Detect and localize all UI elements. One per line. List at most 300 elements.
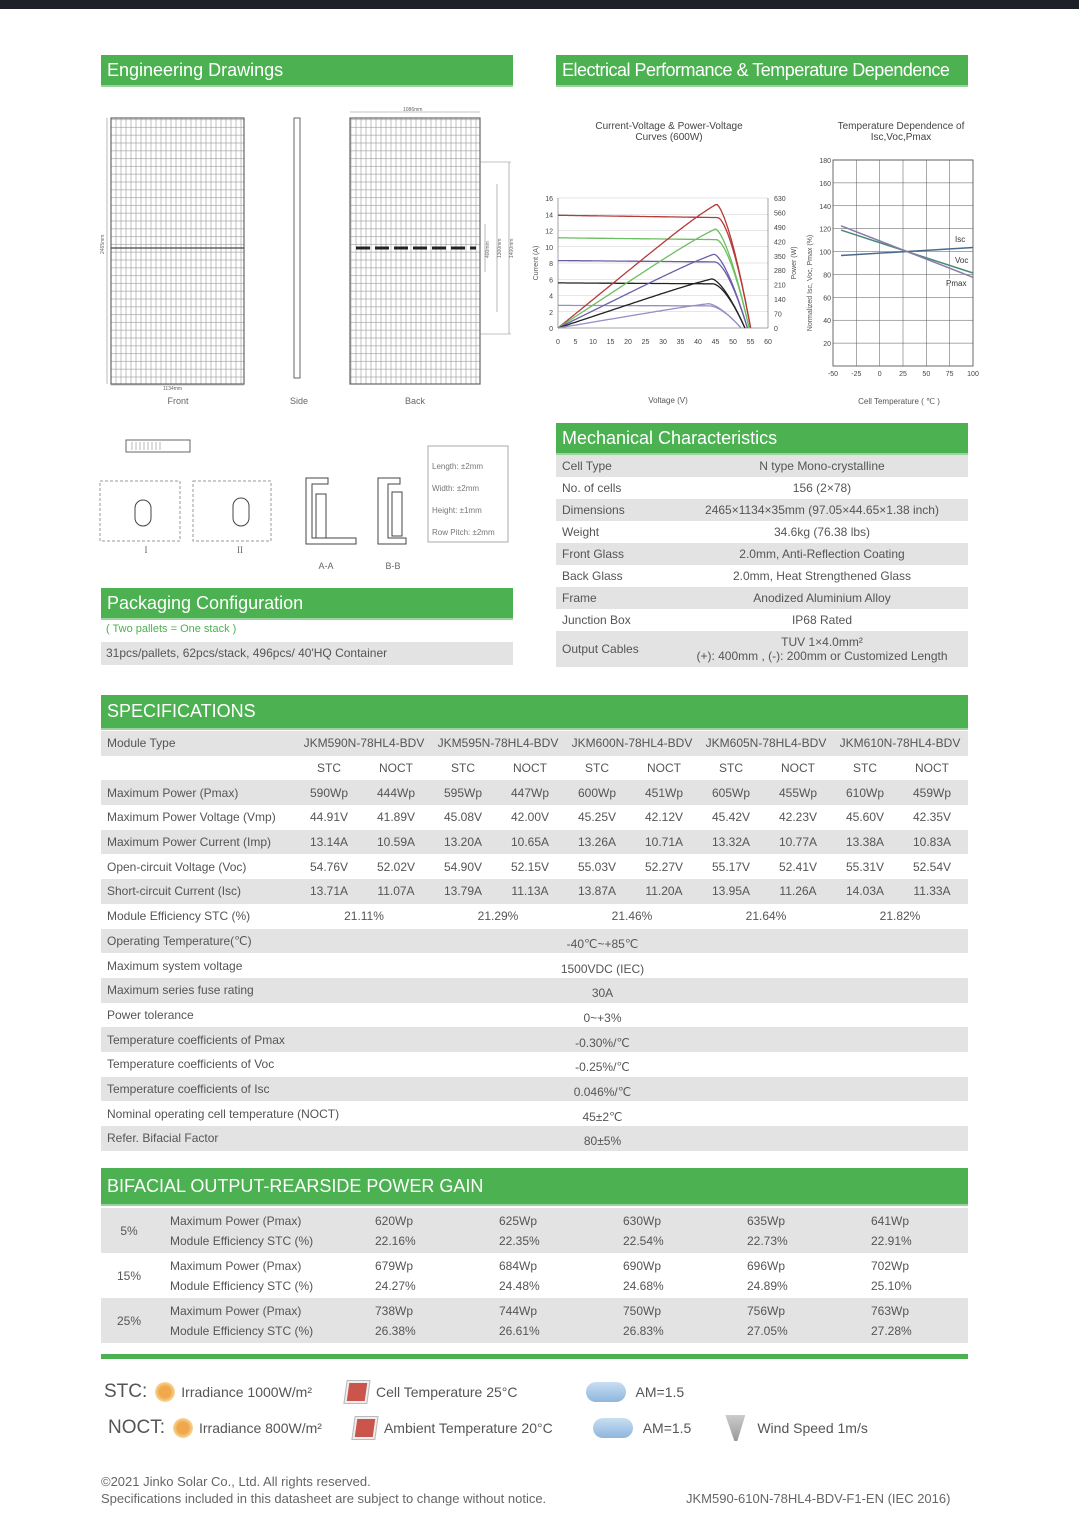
spec-key: Temperature coefficients of Pmax: [107, 1032, 285, 1047]
bifacial-gain: 25%: [116, 1313, 142, 1328]
cloud-icon: [593, 1418, 633, 1438]
bif-eff-value: 24.89%: [747, 1278, 788, 1293]
spec-value: 44.91V: [309, 810, 349, 825]
spec-key: Operating Temperature(℃): [107, 933, 252, 948]
spec-value: 52.54V: [912, 859, 952, 874]
bifacial-group: [101, 1208, 968, 1253]
y2-tick-label: 560: [774, 210, 786, 218]
mech-key: Cell Type: [562, 459, 612, 473]
stc-header: STC: [451, 761, 475, 776]
bifacial-title: BIFACIAL OUTPUT-REARSIDE POWER GAIN: [107, 1175, 484, 1196]
specifications-table: [101, 731, 968, 1151]
bif-power-value: 641Wp: [871, 1213, 910, 1228]
footer-note: Specifications included in this datasheet are subject to change without notice.: [101, 1491, 547, 1506]
bif-eff-value: 26.83%: [623, 1323, 664, 1338]
bif-eff-value: 27.28%: [871, 1323, 912, 1338]
front-panel: [111, 118, 244, 384]
x-tick-label: 25: [641, 339, 650, 346]
footer-doc-id: JKM590-610N-78HL4-BDV-F1-EN (IEC 2016): [686, 1491, 951, 1506]
x-tick-label: 35: [676, 339, 685, 346]
detail-ii-label: II: [237, 545, 243, 555]
electrical-header: [556, 55, 968, 87]
efficiency-value: 21.64%: [745, 909, 787, 924]
series-label: Pmax: [946, 279, 967, 288]
packaging-note: ( Two pallets = One stack ): [106, 623, 237, 635]
mech-row-cables: [556, 631, 968, 667]
mech-key: No. of cells: [562, 481, 622, 495]
bif-eff-value: 24.48%: [499, 1278, 540, 1293]
bifacial-group: [101, 1298, 968, 1343]
efficiency-value: 21.46%: [611, 909, 653, 924]
y-tick-label: 180: [819, 158, 831, 165]
tol-row-pitch: Row Pitch: ±2mm: [432, 528, 495, 537]
temperature-dependence-chart: [800, 152, 985, 410]
y2-tick-label: 280: [774, 268, 786, 276]
x-tick-label: 25: [899, 371, 907, 378]
mech-row: [556, 521, 968, 543]
mech-key: Front Glass: [562, 547, 625, 561]
bif-eff-value: 22.91%: [871, 1233, 912, 1248]
spec-value: 13.26A: [577, 835, 617, 850]
spec-value: 451Wp: [644, 785, 684, 800]
bif-power-value: 738Wp: [375, 1303, 414, 1318]
noct-wind: Wind Speed 1m/s: [757, 1420, 868, 1436]
spec-row: [101, 1101, 968, 1126]
detail-i-label: I: [144, 545, 148, 555]
packaging-title: Packaging Configuration: [107, 592, 304, 613]
efficiency-value: 21.82%: [879, 909, 921, 924]
y2-axis-label: Power (W): [791, 246, 798, 280]
mech-value: 2465×1134×35mm (97.05×44.65×1.38 inch): [705, 503, 939, 517]
spec-value: 45.42V: [711, 810, 751, 825]
engineering-title: Engineering Drawings: [107, 59, 284, 80]
dim-width: 1134mm: [163, 386, 183, 392]
footer-copyright: ©2021 Jinko Solar Co., Ltd. All rights reserved.: [101, 1474, 371, 1489]
y2-tick-label: 210: [774, 282, 786, 290]
y-tick-label: 40: [823, 318, 831, 326]
spec-value: 45±2℃: [582, 1109, 623, 1124]
pv-curve: [558, 279, 745, 328]
x-tick-label: -50: [827, 371, 839, 378]
y2-tick-label: 420: [774, 239, 786, 247]
sun-icon: [173, 1418, 193, 1438]
x-tick-label: 50: [729, 339, 737, 346]
y2-tick-label: 490: [774, 224, 786, 232]
spec-key: Short-circuit Current (Isc): [107, 884, 242, 899]
spec-value: 55.17V: [711, 859, 751, 874]
bif-eff-value: 22.73%: [747, 1233, 788, 1248]
x-tick-label: 100: [967, 371, 979, 378]
mech-value: 156 (2×78): [792, 481, 852, 495]
x-tick-label: -25: [851, 371, 862, 378]
spec-value: 13.32A: [711, 835, 751, 850]
spec-row: [101, 978, 968, 1003]
spec-value: 42.35V: [912, 810, 952, 825]
spec-row: [101, 929, 968, 954]
spec-row: [101, 1027, 968, 1052]
spec-row: [101, 1126, 968, 1151]
mech-key: Junction Box: [562, 613, 631, 627]
noct-irradiance: Irradiance 800W/m²: [199, 1420, 322, 1436]
spec-key: Maximum system voltage: [107, 958, 243, 973]
cloud-icon: [586, 1382, 626, 1402]
electrical-title: Electrical Performance & Temperature Dependence: [562, 59, 950, 80]
spec-value: 11.20A: [645, 884, 683, 899]
tol-width: Width: ±2mm: [432, 484, 480, 493]
iv-curve: [558, 305, 741, 328]
pv-curve: [558, 304, 741, 328]
spec-value: -0.25%/℃: [575, 1060, 630, 1075]
back-label: Back: [404, 396, 425, 406]
bif-power-value: 756Wp: [747, 1303, 786, 1318]
mech-value: 2.0mm, Heat Strengthened Glass: [732, 569, 912, 583]
spec-value: 444Wp: [376, 785, 416, 800]
spec-key: Module Type: [107, 736, 176, 751]
noct-header: NOCT: [379, 761, 413, 776]
mech-row: [556, 477, 968, 499]
dim-400: 400mm: [485, 241, 491, 258]
spec-value: 590Wp: [309, 785, 349, 800]
mech-key: Back Glass: [562, 569, 623, 583]
spec-value: 52.27V: [644, 859, 684, 874]
x-tick-label: 45: [711, 339, 720, 346]
bif-eff-value: 24.27%: [375, 1278, 416, 1293]
spec-value: 52.15V: [510, 859, 550, 874]
spec-value: 30A: [591, 986, 614, 1001]
model-name: JKM595N-78HL4-BDV: [437, 736, 559, 751]
spec-value: 10.83A: [912, 835, 952, 850]
spec-value: 11.26A: [779, 884, 817, 899]
spec-value: 45.25V: [577, 810, 617, 825]
bif-power-value: 679Wp: [375, 1258, 414, 1273]
y-tick-label: 0: [549, 326, 553, 333]
x-tick-label: 20: [624, 339, 632, 346]
y-axis-label: Current (A): [533, 245, 540, 281]
thermometer-icon: [352, 1417, 377, 1439]
mech-key: Weight: [562, 525, 600, 539]
y-tick-label: 2: [549, 309, 553, 317]
stc-label: STC:: [104, 1381, 148, 1402]
spec-value: 13.71A: [309, 884, 349, 899]
spec-key: Temperature coefficients of Isc: [107, 1081, 270, 1096]
x-tick-label: 0: [556, 339, 560, 346]
y-axis-label: Normalized Isc, Voc, Pmax (%): [807, 234, 814, 332]
spec-value: 45.08V: [443, 810, 483, 825]
spec-row-conditions: [101, 756, 968, 781]
bif-eff-label: Module Efficiency STC (%): [170, 1278, 314, 1293]
bif-power-label: Maximum Power (Pmax): [170, 1303, 302, 1318]
bif-power-value: 690Wp: [623, 1258, 662, 1273]
series-label: Voc: [955, 256, 969, 265]
spec-value: 41.89V: [376, 810, 416, 825]
mech-value: IP68 Rated: [791, 613, 853, 627]
spec-value: 13.79A: [443, 884, 483, 899]
model-name: JKM600N-78HL4-BDV: [571, 736, 693, 751]
spec-key: Nominal operating cell temperature (NOCT): [107, 1106, 340, 1121]
y-tick-label: 16: [545, 196, 553, 203]
spec-value: 0~+3%: [583, 1010, 622, 1025]
spec-value: 11.13A: [511, 884, 549, 899]
spec-key: Open-circuit Voltage (Voc): [107, 859, 247, 874]
green-divider: [101, 1354, 968, 1359]
mech-key: Dimensions: [562, 503, 625, 517]
bif-eff-value: 27.05%: [747, 1323, 788, 1338]
spec-value: 54.90V: [443, 859, 483, 874]
mechanical-header: [556, 423, 968, 455]
bif-power-value: 635Wp: [747, 1213, 786, 1228]
spec-value: 13.95A: [711, 884, 751, 899]
bif-power-value: 630Wp: [623, 1213, 662, 1228]
spec-value: 0.046%/℃: [573, 1084, 632, 1099]
model-name: JKM590N-78HL4-BDV: [303, 736, 425, 751]
spec-value: 42.23V: [778, 810, 818, 825]
cables-line1: TUV 1×4.0mm²: [781, 635, 863, 649]
y2-tick-label: 630: [774, 196, 786, 203]
bif-power-value: 763Wp: [871, 1303, 910, 1318]
mechanical-title: Mechanical Characteristics: [562, 427, 778, 448]
cables-line2: (+): 400mm , (-): 200mm or Customized Length: [696, 649, 948, 663]
spec-value: 10.59A: [376, 835, 416, 850]
spec-value: 11.33A: [913, 884, 951, 899]
bif-power-value: 684Wp: [499, 1258, 538, 1273]
stc-irradiance: Irradiance 1000W/m²: [181, 1384, 312, 1400]
spec-value: 610Wp: [845, 785, 885, 800]
dim-height: 2465mm: [100, 234, 106, 254]
stc-header: STC: [853, 761, 877, 776]
spec-row: [101, 830, 968, 855]
x-axis-label: Cell Temperature ( ℃ ): [858, 397, 940, 406]
sun-icon: [155, 1382, 175, 1402]
spec-value: 605Wp: [711, 785, 751, 800]
side-panel: [294, 118, 300, 378]
y2-tick-label: 0: [774, 326, 778, 333]
spec-value: 447Wp: [510, 785, 550, 800]
spec-row-module: [101, 731, 968, 756]
mech-row: [556, 587, 968, 609]
spec-value: -0.30%/℃: [575, 1035, 630, 1050]
front-label: Front: [167, 396, 189, 406]
spec-row: [101, 1052, 968, 1077]
bifacial-table: [101, 1208, 968, 1343]
spec-value: 10.65A: [510, 835, 550, 850]
y-tick-label: 60: [823, 295, 831, 303]
y-tick-label: 12: [545, 228, 553, 236]
tol-length: Length: ±2mm: [432, 462, 484, 471]
mech-value: N type Mono-crystalline: [759, 459, 885, 473]
spec-row: [101, 1077, 968, 1102]
section-aa-label: A-A: [318, 561, 334, 571]
temp-chart-title: Temperature Dependence of Isc,Voc,Pmax: [837, 121, 965, 143]
x-tick-label: 60: [764, 339, 772, 346]
bifacial-gain: 5%: [120, 1223, 138, 1238]
specifications-header: [101, 695, 968, 730]
thermometer-icon: [344, 1381, 369, 1403]
bif-power-label: Maximum Power (Pmax): [170, 1258, 302, 1273]
dim-1300: 1300mm: [497, 238, 503, 258]
spec-value: 52.02V: [376, 859, 416, 874]
spec-value: 13.14A: [309, 835, 349, 850]
bif-power-value: 620Wp: [375, 1213, 414, 1228]
noct-header: NOCT: [915, 761, 949, 776]
y-tick-label: 6: [549, 277, 553, 285]
x-tick-label: 55: [746, 339, 755, 346]
bif-eff-value: 25.10%: [871, 1278, 912, 1293]
efficiency-value: 21.29%: [477, 909, 519, 924]
bif-eff-value: 22.16%: [375, 1233, 416, 1248]
x-tick-label: 15: [606, 339, 615, 346]
noct-am: AM=1.5: [642, 1420, 692, 1436]
dim-top: 1086mm: [403, 107, 423, 113]
y-tick-label: 80: [823, 272, 831, 280]
engineering-drawing: [101, 104, 513, 409]
stc-cell-temp: Cell Temperature 25°C: [376, 1384, 518, 1400]
specifications-title: SPECIFICATIONS: [107, 701, 256, 721]
spec-value: 54.76V: [309, 859, 349, 874]
model-name: JKM610N-78HL4-BDV: [839, 736, 961, 751]
tolerance-box: [432, 456, 495, 544]
mech-value: 34.6kg (76.38 lbs): [773, 525, 871, 539]
noct-ambient-temp: Ambient Temperature 20°C: [383, 1420, 553, 1436]
mech-row: [556, 609, 968, 631]
spec-value: 455Wp: [778, 785, 818, 800]
spec-value: 10.77A: [778, 835, 818, 850]
spec-row: [101, 854, 968, 879]
noct-header: NOCT: [513, 761, 547, 776]
bif-eff-value: 26.38%: [375, 1323, 416, 1338]
spec-key: Maximum Power Current (Imp): [107, 835, 272, 850]
spec-row: [101, 805, 968, 830]
noct-label: NOCT:: [108, 1417, 165, 1438]
spec-value: 80±5%: [583, 1134, 622, 1149]
top-bar: [0, 0, 1079, 9]
y-tick-label: 8: [549, 261, 553, 268]
spec-row: [101, 953, 968, 978]
engineering-drawings-header: [101, 55, 513, 87]
x-tick-label: 10: [589, 339, 597, 346]
dim-1400: 1400mm: [509, 238, 515, 258]
stc-header: STC: [585, 761, 609, 776]
noct-header: NOCT: [647, 761, 681, 776]
x-tick-label: 40: [694, 339, 702, 346]
spec-value: 600Wp: [577, 785, 617, 800]
mech-value: 2.0mm, Anti-Reflection Coating: [739, 547, 905, 561]
stc-am: AM=1.5: [635, 1384, 685, 1400]
spec-value: 459Wp: [912, 785, 952, 800]
spec-row: [101, 1003, 968, 1028]
iv-curve-chart: [528, 190, 800, 410]
spec-row: [101, 879, 968, 904]
spec-key: Temperature coefficients of Voc: [107, 1057, 275, 1072]
packaging-text: 31pcs/pallets, 62pcs/stack, 496pcs/ 40'HQ Container: [101, 642, 513, 665]
packaging-header: [101, 588, 513, 620]
y2-tick-label: 70: [774, 311, 782, 319]
stc-header: STC: [719, 761, 743, 776]
y2-tick-label: 140: [774, 297, 786, 305]
bifacial-group: [101, 1253, 968, 1298]
y-tick-label: 120: [819, 226, 831, 234]
bif-eff-label: Module Efficiency STC (%): [170, 1233, 314, 1248]
back-panel: [350, 118, 480, 384]
spec-value: 42.00V: [510, 810, 550, 825]
mech-row: [556, 565, 968, 587]
bifacial-gain: 15%: [116, 1268, 142, 1283]
mech-key: Frame: [562, 591, 597, 605]
side-label: Side: [289, 396, 308, 406]
spec-value: 1500VDC (IEC): [560, 961, 645, 976]
bif-power-value: 702Wp: [871, 1258, 910, 1273]
bif-power-value: 744Wp: [499, 1303, 538, 1318]
bif-power-label: Maximum Power (Pmax): [170, 1213, 302, 1228]
y-tick-label: 14: [545, 212, 553, 220]
spec-value: 13.38A: [845, 835, 885, 850]
spec-key: Maximum Power Voltage (Vmp): [107, 810, 276, 825]
bif-power-value: 696Wp: [747, 1258, 786, 1273]
bif-power-value: 625Wp: [499, 1213, 538, 1228]
stc-legend: [104, 1381, 684, 1403]
bif-eff-value: 24.68%: [623, 1278, 664, 1293]
spec-value: 13.87A: [577, 884, 617, 899]
mech-key: Output Cables: [562, 642, 639, 656]
spec-row-efficiency: [101, 904, 968, 929]
bif-eff-value: 22.35%: [499, 1233, 540, 1248]
spec-key: Maximum series fuse rating: [107, 983, 254, 998]
efficiency-value: 21.11%: [344, 909, 384, 924]
x-tick-label: 5: [573, 339, 578, 346]
spec-value: 55.31V: [845, 859, 885, 874]
spec-value: 595Wp: [443, 785, 483, 800]
bifacial-header: [101, 1168, 968, 1206]
spec-row: [101, 780, 968, 805]
mech-value: Anodized Aluminium Alloy: [753, 591, 891, 605]
spec-key: Maximum Power (Pmax): [107, 785, 239, 800]
x-tick-label: 0: [877, 371, 882, 378]
spec-key: Refer. Bifacial Factor: [107, 1131, 219, 1146]
spec-value: -40℃~+85℃: [566, 936, 639, 951]
y-tick-label: 100: [819, 249, 831, 257]
wind-icon: [725, 1415, 745, 1441]
model-name: JKM605N-78HL4-BDV: [705, 736, 827, 751]
section-bb-label: B-B: [385, 561, 401, 571]
bif-eff-label: Module Efficiency STC (%): [170, 1323, 314, 1338]
noct-header: NOCT: [781, 761, 815, 776]
spec-value: 52.41V: [778, 859, 818, 874]
y-tick-label: 160: [819, 180, 831, 188]
tol-height: Height: ±1mm: [432, 506, 482, 515]
spec-value: 14.03A: [845, 884, 885, 899]
stc-header: STC: [317, 761, 341, 776]
x-tick-label: 30: [659, 339, 667, 346]
noct-legend: [108, 1415, 868, 1441]
y-tick-label: 4: [549, 293, 553, 301]
mech-row: [556, 499, 968, 521]
y-tick-label: 20: [823, 341, 831, 349]
x-tick-label: 75: [945, 371, 954, 378]
spec-value: 13.20A: [443, 835, 483, 850]
mech-row: [556, 455, 968, 477]
spec-value: 11.07A: [377, 884, 415, 899]
mechanical-table: [556, 455, 968, 667]
spec-value: 10.71A: [644, 835, 684, 850]
iv-chart-title: Current-Voltage & Power-Voltage Curves (600W): [595, 121, 743, 143]
spec-key: Power tolerance: [107, 1007, 194, 1022]
y2-tick-label: 350: [774, 253, 786, 261]
mech-row: [556, 543, 968, 565]
bif-eff-value: 26.61%: [499, 1323, 540, 1338]
y-tick-label: 10: [545, 244, 553, 252]
series-label: Isc: [955, 235, 966, 244]
spec-value: 45.60V: [845, 810, 885, 825]
x-tick-label: 50: [922, 371, 931, 378]
